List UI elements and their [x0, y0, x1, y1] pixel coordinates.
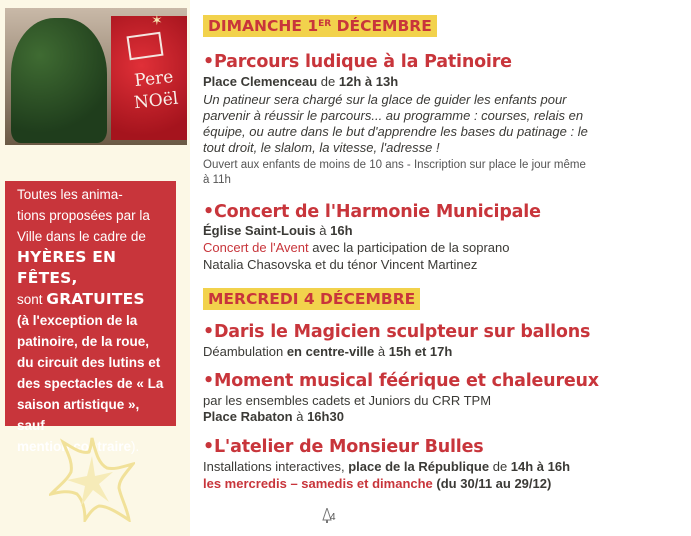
event-description: équipe, ou autre dans le but d'apprendre les bases du patinage : le [203, 124, 588, 139]
info-line: Toutes les anima- [17, 187, 123, 202]
info-line: tions proposées par la [17, 208, 150, 223]
event-note: à 11h [203, 174, 231, 186]
event-title-bulles: •L'atelier de Monsieur Bulles [203, 437, 484, 457]
event-title-daris: •Daris le Magicien sculpteur sur ballons [203, 322, 591, 342]
event-description: Un patineur sera chargé sur la glace de guider les enfants pour [203, 92, 567, 107]
hyeres-en-fetes-brand: HYÈRES EN FÊTES [17, 248, 117, 287]
page-number: 4 [330, 512, 336, 523]
event-description: parvenir à réussir le parcours... au programme : courses, relais en [203, 108, 584, 123]
day-banner-dimanche: DIMANCHE 1ER DÉCEMBRE [203, 15, 437, 37]
event-place-time: Place Clemenceau de 12h à 13h [203, 74, 399, 89]
event-description: Concert de l'Avent avec la participation de la soprano [203, 240, 510, 255]
info-line: Ville dans le cadre de [17, 229, 146, 244]
pere-noel-mailbox-photo [5, 8, 187, 145]
event-place-time: Église Saint-Louis à 16h [203, 223, 353, 238]
mailbox-sign: Pere NOël [133, 67, 180, 114]
event-title-musical: •Moment musical féérique et chaleureux [203, 371, 599, 391]
event-description: Déambulation en centre-ville à 15h et 17h [203, 344, 453, 359]
gratuites-label: GRATUITES [46, 290, 145, 308]
snowflake-star-icon [49, 436, 135, 522]
event-note: Ouvert aux enfants de moins de 10 ans - Inscription sur place le jour même [203, 159, 586, 171]
event-description: tout droit, le slalom, la vitesse, l'adresse ! [203, 140, 440, 155]
free-events-notice: Toutes les anima- tions proposées par la Ville dans le cadre de HYÈRES EN FÊTES, sont GRATUITES (à l'exception de la patinoire, de la roue, du circuit des lutins et des spectacles de « La saison artistique », sauf mention contraire). [5, 181, 176, 426]
event-title-harmonie: •Concert de l'Harmonie Municipale [203, 202, 541, 222]
event-description: Installations interactives, place de la République de 14h à 16h [203, 459, 571, 474]
event-description: par les ensembles cadets et Juniors du CRR TPM [203, 393, 492, 408]
event-place-time: Place Rabaton à 16h30 [203, 409, 344, 424]
event-dates: les mercredis – samedis et dimanche (du 30/11 au 29/12) [203, 476, 552, 491]
christmas-tree-shape [11, 18, 107, 143]
star-icon: ✶ [151, 12, 163, 28]
event-description: Natalia Chasovska et du ténor Vincent Martinez [203, 257, 478, 272]
envelope-icon [126, 32, 163, 60]
left-sidebar [0, 0, 190, 536]
event-title-patinoire: •Parcours ludique à la Patinoire [203, 52, 512, 72]
day-banner-mercredi: MERCREDI 4 DÉCEMBRE [203, 288, 420, 310]
